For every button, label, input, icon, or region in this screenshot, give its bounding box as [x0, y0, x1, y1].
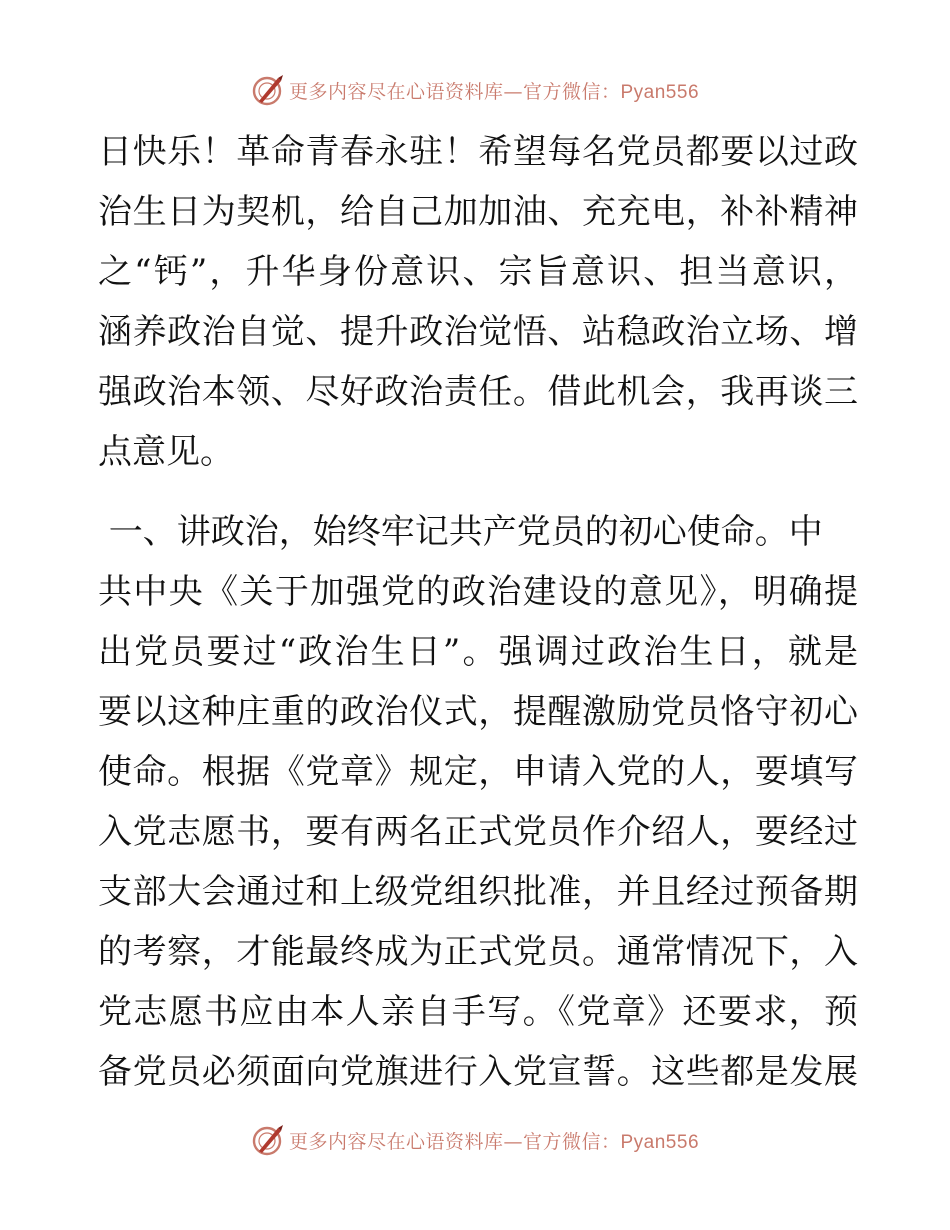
text-line: 出党员要过“政治生日”。强调过政治生日，就是 — [98, 632, 858, 672]
text-line: 使命。根据《党章》规定，申请入党的人，要填写 — [98, 752, 858, 792]
text-line: 点意见。 — [98, 432, 234, 472]
text-line: 要以这种庄重的政治仪式，提醒激励党员恪守初心 — [98, 692, 858, 732]
paragraph-1 — [98, 122, 858, 482]
section-heading-line: 一、讲政治，始终牢记共产党员的初心使命。中 — [98, 512, 823, 552]
text-line: 涵养政治自觉、提升政治觉悟、站稳政治立场、增 — [98, 312, 858, 352]
paragraph-2 — [98, 502, 858, 1102]
footer-watermark — [0, 1120, 950, 1160]
text-line: 的考察，才能最终成为正式党员。通常情况下，入 — [98, 932, 858, 972]
text-line: 备党员必须面向党旗进行入党宣誓。这些都是发展 — [98, 1052, 858, 1092]
text-line: 强政治本领、尽好政治责任。借此机会，我再谈三 — [98, 372, 858, 412]
text-line: 共中央《关于加强党的政治建设的意见》，明确提 — [98, 572, 858, 612]
text-line: 入党志愿书，要有两名正式党员作介绍人，要经过 — [98, 812, 858, 852]
header-watermark-text: 更多内容尽在心语资料库—官方微信：Pyan556 — [288, 80, 700, 103]
text-line: 日快乐！革命青春永驻！希望每名党员都要以过政 — [98, 132, 858, 172]
text-line: 支部大会通过和上级党组织批准，并且经过预备期 — [98, 872, 858, 912]
text-line: 治生日为契机，给自己加加油、充充电，补补精神 — [98, 192, 858, 232]
document-body — [98, 122, 858, 1102]
text-line: 之“钙”，升华身份意识、宗旨意识、担当意识， — [98, 252, 858, 292]
header-watermark — [0, 70, 950, 110]
footer-watermark-text: 更多内容尽在心语资料库—官方微信：Pyan556 — [288, 1130, 700, 1153]
quill-logo-icon — [251, 1123, 285, 1157]
text-line: 党志愿书应由本人亲自手写。《党章》还要求，预 — [98, 992, 858, 1032]
quill-logo-icon — [251, 73, 285, 107]
